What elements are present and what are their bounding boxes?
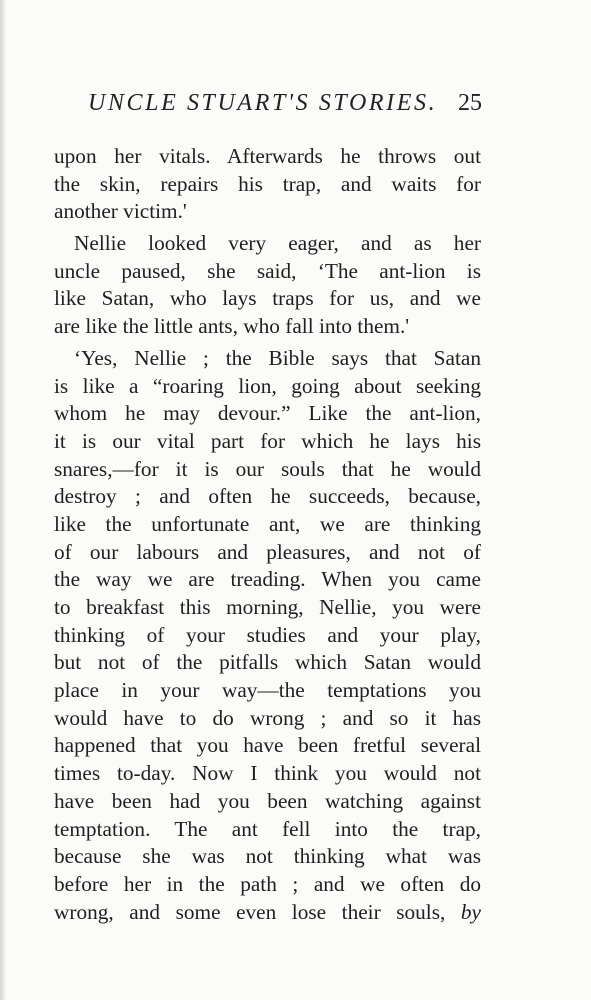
text-line: times to-day. Now I think you would not: [54, 761, 481, 786]
text-line: of our labours and pleasures, and not of: [54, 539, 481, 564]
text-line: before her in the path ; and we often do: [54, 871, 481, 896]
text-line: [54, 899, 481, 927]
text-line: whom he may devour.” Like the ant-lion,: [54, 401, 481, 426]
running-header: [88, 90, 482, 117]
text-line: are like the little ants, who fall into them.': [54, 314, 410, 339]
text-line: temptation. The ant fell into the trap,: [54, 816, 481, 841]
text-line: ‘Yes, Nellie ; the Bible says that Satan: [74, 345, 481, 370]
page-number: 25: [458, 90, 482, 116]
body-text: [54, 143, 481, 926]
text-line: upon her vitals. Afterwards he throws out: [54, 144, 481, 168]
text-line: another victim.': [54, 199, 187, 224]
text-line: the way we are treading. When you came: [54, 567, 481, 592]
text-line: uncle paused, she said, ‘The ant-lion is: [54, 258, 481, 283]
italic-word: by: [460, 899, 481, 924]
text-line: is like a “roaring lion, going about seeking: [54, 373, 481, 398]
text-line: snares,—for it is our souls that he would: [54, 456, 481, 481]
text-line: it is our vital part for which he lays his: [54, 428, 481, 453]
text-line: like the unfortunate ant, we are thinking: [54, 511, 481, 536]
text-line: would have to do wrong ; and so it has: [54, 705, 481, 730]
text-line: but not of the pitfalls which Satan would: [54, 650, 481, 675]
text-line-start: wrong, and some even lose their souls,: [54, 899, 446, 924]
running-title: UNCLE STUART'S STORIES.: [88, 90, 438, 116]
text-line: Nellie looked very eager, and as her: [74, 231, 481, 256]
text-line: have been had you been watching against: [54, 788, 481, 813]
text-line: thinking of your studies and your play,: [54, 622, 481, 647]
text-line: the skin, repairs his trap, and waits for: [54, 171, 481, 196]
text-line: happened that you have been fretful several: [54, 733, 481, 758]
text-line: place in your way—the temptations you: [54, 678, 481, 703]
text-line: destroy ; and often he succeeds, because,: [54, 484, 481, 509]
page-edge-shadow: [0, 0, 6, 1000]
text-line: to breakfast this morning, Nellie, you were: [54, 595, 481, 619]
text-line: like Satan, who lays traps for us, and we: [54, 286, 481, 311]
text-line: because she was not thinking what was: [54, 844, 481, 869]
